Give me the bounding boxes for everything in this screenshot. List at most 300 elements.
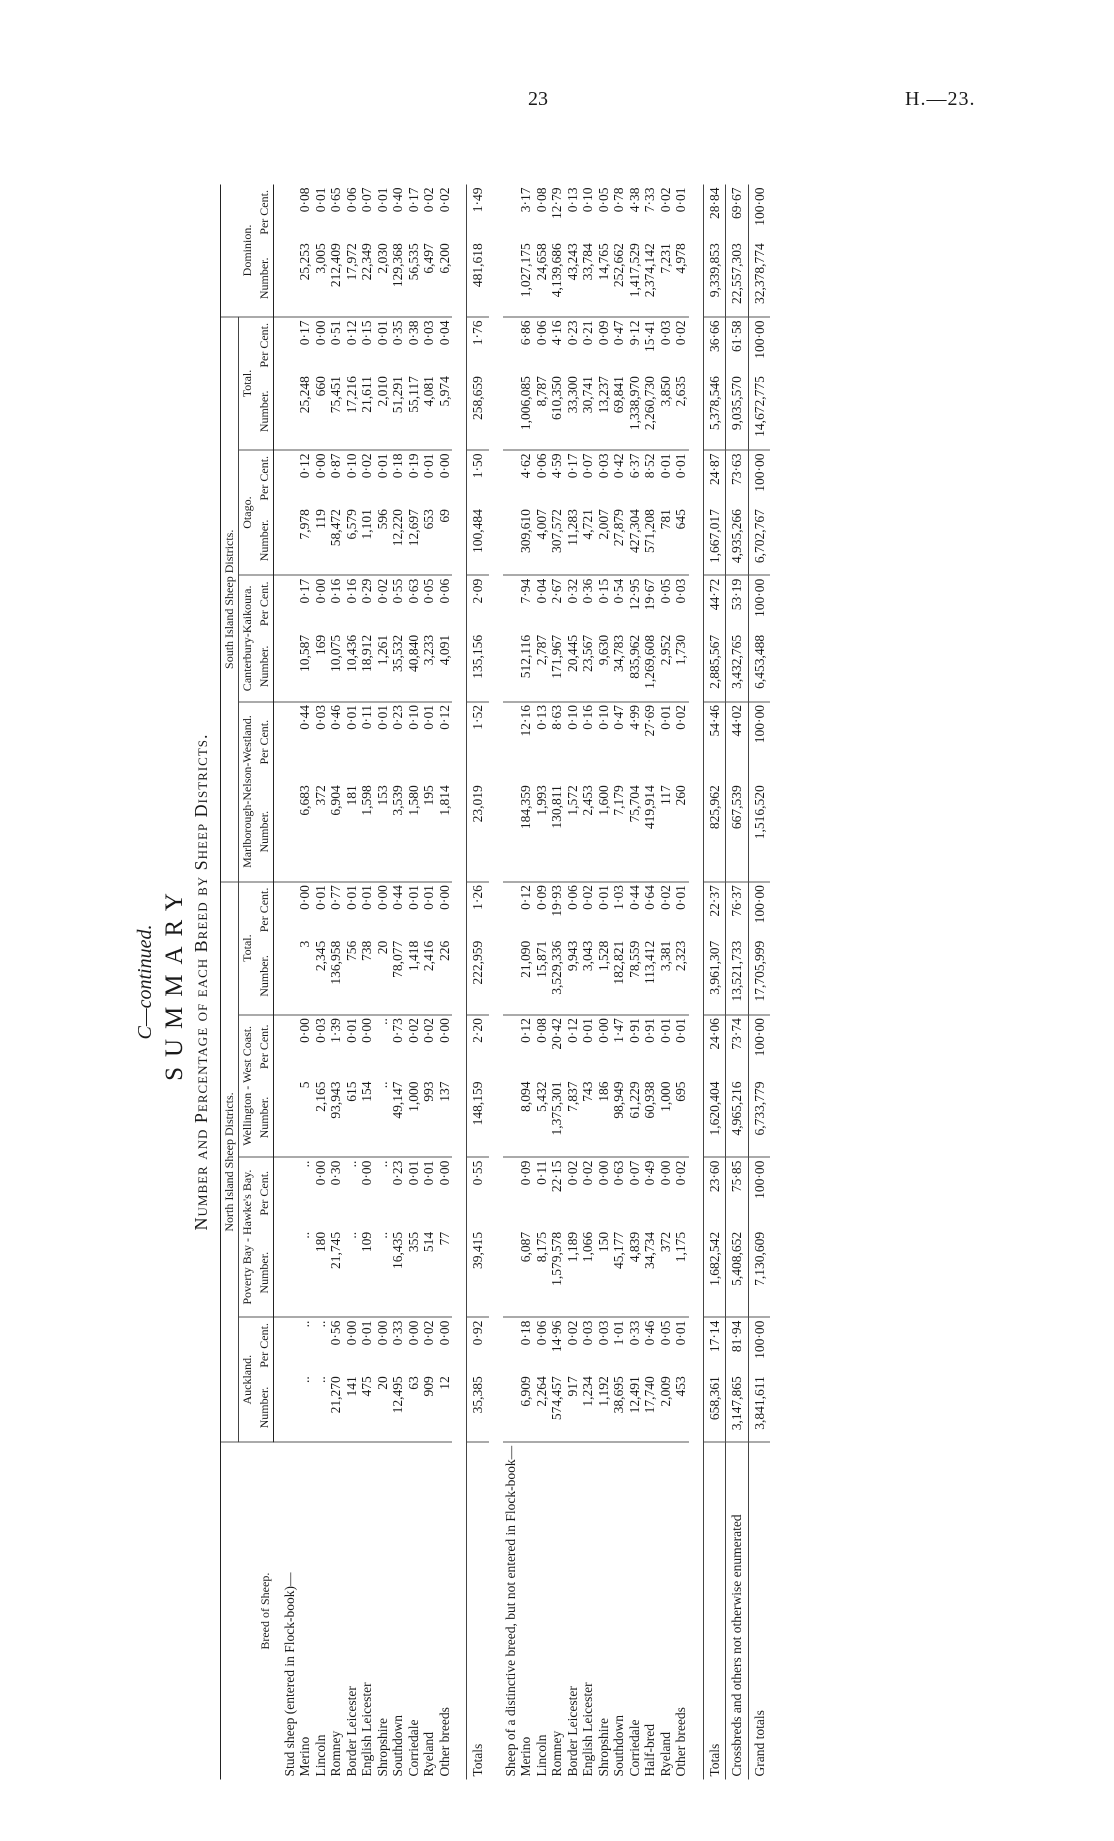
- number-cell: 55,117: [406, 373, 422, 450]
- number-cell: 186: [596, 1078, 612, 1157]
- district-header: Total.: [239, 316, 257, 449]
- table-row: [421, 184, 437, 1779]
- district-header: Wellington - West Coast.: [239, 1014, 257, 1157]
- per-cent-cell: 81·94: [726, 1317, 749, 1373]
- table-row: [673, 184, 689, 1779]
- number-cell: 35,385: [467, 1373, 489, 1442]
- number-cell: 6,904: [328, 782, 344, 881]
- number-cell: 38,695: [611, 1373, 627, 1442]
- row-label: Other breeds: [436, 1706, 452, 1776]
- number-cell: 917: [565, 1373, 581, 1442]
- number-cell: 4,839: [627, 1228, 643, 1316]
- per-cent-cell: 0·01: [374, 704, 390, 730]
- per-cent-cell: 0·05: [657, 1320, 673, 1345]
- number-cell: 6,909: [518, 1373, 534, 1442]
- per-cent-cell: 0·09: [595, 319, 611, 345]
- per-cent-cell: 0·12: [436, 704, 452, 730]
- number-cell: 1,417,529: [627, 240, 643, 317]
- number-cell: 6,497: [421, 240, 437, 317]
- per-cent-cell: 20·42: [549, 1017, 564, 1050]
- spacer-row: [452, 184, 467, 1779]
- per-cent-cell: 24·87: [703, 449, 726, 505]
- number-cell: 21,090: [518, 937, 534, 1014]
- row-label: Ryeland: [421, 1731, 436, 1776]
- per-cent-cell: 0·05: [595, 187, 611, 212]
- continued-label: C—continued.: [134, 924, 156, 1039]
- row-label: Border Leicester: [343, 1685, 359, 1776]
- number-cell: 75,451: [328, 373, 344, 450]
- per-cent-cell: 4·62: [518, 452, 533, 478]
- per-cent-cell: 0·02: [657, 187, 673, 212]
- number-cell: 10,587: [297, 631, 313, 701]
- per-cent-cell: 0·06: [533, 1320, 549, 1345]
- row-label: English Leicester: [359, 1681, 374, 1776]
- per-cent-cell: 0·01: [374, 452, 390, 478]
- empty-cell: [503, 575, 519, 632]
- per-cent-subheader: Per Cent.: [256, 575, 274, 632]
- number-cell: 69: [437, 506, 453, 575]
- table-row: [390, 184, 406, 1779]
- stud-totals-row: [467, 184, 489, 1779]
- number-cell: 93,943: [328, 1078, 344, 1157]
- group-heading-label: Stud sheep (entered in Flock-book)—: [281, 1572, 297, 1776]
- per-cent-cell: 0·16: [328, 578, 343, 603]
- number-cell: 129,368: [390, 240, 406, 317]
- group-heading-label: Sheep of a distinctive breed, but not entered in Flock-book—: [502, 1445, 518, 1776]
- per-cent-cell: 0·06: [436, 578, 452, 603]
- per-cent-cell: 0·02: [374, 578, 390, 603]
- number-cell: 56,535: [406, 240, 422, 317]
- number-cell: 1,261: [375, 631, 391, 701]
- per-cent-cell: 0·02: [436, 187, 452, 212]
- number-cell: 148,159: [467, 1078, 489, 1157]
- number-cell: 1,000: [406, 1078, 422, 1157]
- per-cent-cell: 0·01: [657, 704, 673, 730]
- per-cent-cell: 0·02: [564, 1320, 580, 1345]
- number-cell: 1,814: [437, 782, 453, 881]
- number-cell: 1,375,301: [549, 1078, 565, 1157]
- per-cent-cell: 0·01: [673, 884, 688, 910]
- per-cent-cell: ..: [312, 1320, 328, 1327]
- per-cent-cell: 0·03: [673, 578, 688, 603]
- table-row: [518, 184, 534, 1779]
- number-cell: 35,532: [390, 631, 406, 701]
- number-cell: 658,361: [703, 1373, 726, 1442]
- number-cell: 12: [437, 1373, 453, 1442]
- number-cell: ..: [313, 1373, 329, 1442]
- number-subheader: Number.: [256, 1228, 274, 1316]
- per-cent-cell: 0·00: [374, 884, 390, 910]
- per-cent-cell: 0·02: [421, 187, 436, 212]
- number-cell: 1,000: [658, 1078, 674, 1157]
- number-cell: 154: [359, 1078, 375, 1157]
- number-cell: 419,914: [642, 782, 658, 881]
- number-cell: 6,453,488: [748, 631, 770, 701]
- number-cell: 427,304: [627, 506, 643, 575]
- per-cent-cell: 0·12: [518, 884, 533, 910]
- number-cell: 2,264: [534, 1373, 550, 1442]
- per-cent-subheader: Per Cent.: [256, 1157, 274, 1229]
- stud-heading-row: [274, 184, 298, 1779]
- per-cent-cell: 0·01: [312, 884, 328, 910]
- per-cent-cell: 0·55: [390, 578, 405, 603]
- per-cent-cell: 0·73: [390, 1017, 405, 1043]
- number-cell: 512,116: [518, 631, 534, 701]
- per-cent-cell: 0·02: [580, 1160, 595, 1185]
- per-cent-cell: 0·00: [312, 319, 328, 345]
- number-cell: 130,811: [549, 782, 565, 881]
- number-cell: 33,784: [580, 240, 596, 317]
- per-cent-cell: 0·01: [595, 884, 611, 910]
- per-cent-cell: 0·01: [343, 704, 359, 730]
- number-cell: 17,216: [344, 373, 360, 450]
- number-cell: 9,943: [565, 937, 581, 1014]
- per-cent-cell: 0·02: [421, 1017, 436, 1043]
- number-cell: 17,705,999: [748, 937, 770, 1014]
- per-cent-cell: 1·52: [467, 701, 489, 782]
- per-cent-subheader: Per Cent.: [256, 1317, 274, 1373]
- number-cell: 7,179: [611, 782, 627, 881]
- number-cell: 2,635: [673, 373, 689, 450]
- dominion-header: Dominion.: [221, 184, 257, 316]
- number-cell: 3,432,765: [726, 631, 749, 701]
- per-cent-cell: 0·00: [312, 578, 328, 603]
- rotated-page-area: [0, 122, 1114, 1841]
- per-cent-cell: 0·12: [343, 319, 359, 345]
- number-cell: 78,559: [627, 937, 643, 1014]
- number-cell: 78,077: [390, 937, 406, 1014]
- per-cent-cell: 0·10: [595, 704, 611, 730]
- number-cell: 2,453: [580, 782, 596, 881]
- number-cell: 141: [344, 1373, 360, 1442]
- row-label: Ryeland: [657, 1731, 673, 1776]
- number-cell: 13,237: [596, 373, 612, 450]
- number-cell: 660: [313, 373, 329, 450]
- per-cent-cell: 0·17: [405, 187, 421, 212]
- empty-cell: [503, 184, 519, 240]
- per-cent-cell: 0·23: [390, 704, 405, 730]
- per-cent-cell: 0·10: [564, 704, 580, 730]
- row-label: Shropshire: [595, 1717, 611, 1776]
- number-subheader: Number.: [256, 631, 274, 701]
- number-cell: 514: [421, 1228, 437, 1316]
- summary-title: SUMMARY: [161, 882, 188, 1081]
- table-row: [328, 184, 344, 1779]
- number-cell: 6,733,779: [748, 1078, 770, 1157]
- per-cent-cell: 75·85: [726, 1157, 749, 1229]
- empty-cell: [274, 1014, 298, 1078]
- per-cent-cell: 0·08: [297, 187, 312, 212]
- table-row: [565, 184, 581, 1779]
- per-cent-cell: 0·40: [390, 187, 405, 212]
- per-cent-cell: 0·01: [421, 884, 436, 910]
- number-cell: 23,019: [467, 782, 489, 881]
- number-cell: 32,378,774: [748, 240, 770, 317]
- distinct-totals-row: [703, 184, 726, 1779]
- per-cent-cell: 0·00: [343, 1320, 359, 1345]
- per-cent-cell: 9·12: [626, 319, 642, 345]
- table-row: [534, 184, 550, 1779]
- empty-cell: [274, 881, 298, 937]
- empty-cell: [503, 782, 519, 881]
- number-cell: 2,165: [313, 1078, 329, 1157]
- number-cell: 8,094: [518, 1078, 534, 1157]
- per-cent-cell: 100·00: [748, 701, 770, 782]
- spacer-cell: [452, 184, 467, 1779]
- number-cell: 98,949: [611, 1078, 627, 1157]
- per-cent-cell: 0·46: [328, 704, 343, 730]
- per-cent-cell: 17·14: [703, 1317, 726, 1373]
- row-label: Merino: [518, 1736, 533, 1776]
- per-cent-cell: 100·00: [748, 1317, 770, 1373]
- number-cell: 258,659: [467, 373, 489, 450]
- number-cell: 61,229: [627, 1078, 643, 1157]
- per-cent-cell: 0·02: [421, 1320, 436, 1345]
- number-cell: 15,871: [534, 937, 550, 1014]
- per-cent-cell: 100·00: [748, 184, 770, 240]
- number-cell: 21,611: [359, 373, 375, 450]
- number-cell: 3,043: [580, 937, 596, 1014]
- number-cell: 372: [658, 1228, 674, 1316]
- per-cent-cell: 0·00: [595, 1160, 611, 1185]
- per-cent-cell: 0·46: [642, 1320, 657, 1345]
- number-cell: 1,175: [673, 1228, 689, 1316]
- number-cell: 11,283: [565, 506, 581, 575]
- per-cent-cell: 0·23: [564, 319, 580, 345]
- per-cent-cell: 19·67: [642, 578, 657, 610]
- per-cent-cell: 0·10: [580, 187, 595, 212]
- per-cent-cell: 0·12: [297, 452, 312, 478]
- number-cell: 14,672,775: [748, 373, 770, 450]
- per-cent-cell: ..: [343, 1160, 359, 1167]
- breed-column-header: Breed of Sheep.: [221, 1442, 274, 1779]
- empty-cell: [274, 631, 298, 701]
- row-label: Corriedale: [626, 1719, 642, 1776]
- number-subheader: Number.: [256, 937, 274, 1014]
- per-cent-cell: 4·38: [626, 187, 642, 212]
- per-cent-subheader: Per Cent.: [256, 184, 274, 240]
- per-cent-cell: 0·15: [595, 578, 611, 603]
- spacer-row: [689, 184, 704, 1779]
- per-cent-cell: 14·96: [549, 1320, 564, 1352]
- number-cell: 610,350: [549, 373, 565, 450]
- per-cent-cell: 12·79: [549, 187, 564, 219]
- number-cell: 16,435: [390, 1228, 406, 1316]
- empty-cell: [274, 1157, 298, 1229]
- district-header: Poverty Bay - Hawke's Bay.: [239, 1157, 257, 1317]
- table-row: [406, 184, 422, 1779]
- number-cell: 2,009: [658, 1373, 674, 1442]
- number-cell: 6,683: [297, 782, 313, 881]
- number-cell: 1,066: [580, 1228, 596, 1316]
- number-cell: 653: [421, 506, 437, 575]
- empty-cell: [503, 316, 519, 372]
- number-cell: 1,027,175: [518, 240, 534, 317]
- number-cell: 756: [344, 937, 360, 1014]
- empty-cell: [274, 782, 298, 881]
- per-cent-cell: 0·47: [611, 704, 626, 730]
- number-cell: 1,189: [565, 1228, 581, 1316]
- number-cell: ..: [344, 1228, 360, 1316]
- number-cell: 5: [297, 1078, 313, 1157]
- per-cent-cell: 0·01: [343, 884, 359, 910]
- number-cell: 1,580: [406, 782, 422, 881]
- per-cent-cell: 0·03: [657, 319, 673, 345]
- number-cell: 8,175: [534, 1228, 550, 1316]
- number-cell: 24,658: [534, 240, 550, 317]
- table-heading: [134, 184, 212, 1779]
- per-cent-cell: 0·03: [580, 1320, 595, 1345]
- per-cent-cell: 1·39: [328, 1017, 343, 1043]
- number-cell: 3,381: [658, 937, 674, 1014]
- number-cell: 113,412: [642, 937, 658, 1014]
- number-cell: 2,885,567: [703, 631, 726, 701]
- per-cent-cell: 0·02: [359, 452, 374, 478]
- number-cell: 993: [421, 1078, 437, 1157]
- row-label: Corriedale: [405, 1719, 421, 1776]
- empty-cell: [274, 575, 298, 632]
- row-label: Totals: [467, 1442, 489, 1779]
- per-cent-subheader: Per Cent.: [256, 449, 274, 505]
- per-cent-cell: 0·07: [580, 452, 595, 478]
- number-cell: 12,697: [406, 506, 422, 575]
- number-cell: 195: [421, 782, 437, 881]
- table-row: [437, 184, 453, 1779]
- number-cell: 4,091: [437, 631, 453, 701]
- number-cell: ..: [297, 1373, 313, 1442]
- per-cent-cell: 0·00: [595, 1017, 611, 1043]
- per-cent-cell: 0·00: [359, 1017, 374, 1043]
- row-label: Crossbreds and others not otherwise enumerated: [726, 1442, 749, 1779]
- number-cell: 63: [406, 1373, 422, 1442]
- number-cell: 3,961,307: [703, 937, 726, 1014]
- per-cent-cell: 0·00: [436, 1160, 452, 1185]
- north-island-group-header: North Island Sheep Districts.: [221, 881, 239, 1442]
- per-cent-cell: 0·09: [518, 1160, 533, 1185]
- per-cent-cell: 1·47: [611, 1017, 626, 1043]
- number-cell: 372: [313, 782, 329, 881]
- per-cent-cell: 0·36: [580, 578, 595, 603]
- number-cell: 1,682,542: [703, 1228, 726, 1316]
- per-cent-cell: 0·01: [405, 884, 421, 910]
- number-cell: 153: [375, 782, 391, 881]
- per-cent-cell: 22·37: [703, 881, 726, 937]
- row-label: Southdown: [390, 1714, 405, 1776]
- per-cent-cell: 12·95: [626, 578, 642, 610]
- per-cent-cell: 0·07: [359, 187, 374, 212]
- per-cent-cell: 0·04: [436, 319, 452, 345]
- per-cent-cell: 23·60: [703, 1157, 726, 1229]
- per-cent-cell: 0·42: [611, 452, 626, 478]
- number-cell: 12,495: [390, 1373, 406, 1442]
- empty-cell: [503, 631, 519, 701]
- table-row: [580, 184, 596, 1779]
- number-cell: 2,374,142: [642, 240, 658, 317]
- per-cent-cell: 0·19: [405, 452, 421, 478]
- number-cell: 475: [359, 1373, 375, 1442]
- per-cent-cell: 0·29: [359, 578, 374, 603]
- number-cell: 4,935,266: [726, 506, 749, 575]
- per-cent-cell: 0·00: [297, 1017, 312, 1043]
- number-cell: 1,516,520: [748, 782, 770, 881]
- per-cent-cell: 0·00: [297, 884, 312, 910]
- number-cell: 1,418: [406, 937, 422, 1014]
- per-cent-cell: 2·67: [549, 578, 564, 603]
- table-row: [313, 184, 329, 1779]
- number-cell: 2,323: [673, 937, 689, 1014]
- number-cell: 109: [359, 1228, 375, 1316]
- row-label: Half-bred: [642, 1723, 657, 1776]
- number-cell: 25,253: [297, 240, 313, 317]
- number-cell: 1,269,608: [642, 631, 658, 701]
- per-cent-cell: 0·35: [390, 319, 405, 345]
- empty-cell: [274, 316, 298, 372]
- per-cent-cell: 76·37: [726, 881, 749, 937]
- per-cent-cell: 0·23: [390, 1160, 405, 1185]
- number-cell: 4,007: [534, 506, 550, 575]
- number-cell: 1,579,578: [549, 1228, 565, 1316]
- number-cell: 3,233: [421, 631, 437, 701]
- number-cell: 1,993: [534, 782, 550, 881]
- number-cell: 645: [673, 506, 689, 575]
- number-cell: 1,338,970: [627, 373, 643, 450]
- per-cent-cell: 0·00: [436, 1017, 452, 1043]
- number-cell: 18,912: [359, 631, 375, 701]
- per-cent-cell: 0·01: [359, 884, 374, 910]
- table-row: [642, 184, 658, 1779]
- per-cent-subheader: Per Cent.: [256, 1014, 274, 1078]
- empty-cell: [503, 1228, 519, 1316]
- number-cell: 9,630: [596, 631, 612, 701]
- per-cent-cell: 100·00: [748, 881, 770, 937]
- number-cell: 4,721: [580, 506, 596, 575]
- per-cent-cell: 27·69: [642, 704, 657, 737]
- per-cent-cell: 22·15: [549, 1160, 564, 1192]
- per-cent-cell: 0·00: [359, 1160, 374, 1185]
- per-cent-cell: ..: [297, 1160, 312, 1167]
- per-cent-cell: ..: [297, 1320, 312, 1327]
- number-cell: 835,962: [627, 631, 643, 701]
- per-cent-cell: 0·02: [405, 1017, 421, 1043]
- per-cent-cell: 100·00: [748, 449, 770, 505]
- row-label: Lincoln: [533, 1734, 549, 1776]
- number-cell: 7,231: [658, 240, 674, 317]
- number-cell: 8,787: [534, 373, 550, 450]
- number-cell: 17,972: [344, 240, 360, 317]
- number-cell: 7,837: [565, 1078, 581, 1157]
- per-cent-cell: 0·00: [657, 1160, 673, 1185]
- number-cell: 3,005: [313, 240, 329, 317]
- number-cell: 212,409: [328, 240, 344, 317]
- number-cell: 1,667,017: [703, 506, 726, 575]
- number-cell: 596: [375, 506, 391, 575]
- per-cent-cell: 0·01: [673, 1320, 688, 1345]
- per-cent-cell: 0·09: [533, 884, 549, 910]
- per-cent-cell: 0·04: [533, 578, 549, 603]
- number-cell: 481,618: [467, 240, 489, 317]
- per-cent-cell: 8·63: [549, 704, 564, 730]
- per-cent-cell: 0·01: [421, 704, 436, 730]
- per-cent-cell: 73·63: [726, 449, 749, 505]
- per-cent-cell: 0·00: [436, 452, 452, 478]
- per-cent-cell: 0·55: [467, 1157, 489, 1229]
- empty-cell: [274, 184, 298, 240]
- per-cent-cell: 0·08: [533, 1017, 549, 1043]
- row-label: Lincoln: [312, 1734, 328, 1776]
- number-cell: 12,491: [627, 1373, 643, 1442]
- per-cent-cell: 0·33: [626, 1320, 642, 1345]
- empty-cell: [274, 506, 298, 575]
